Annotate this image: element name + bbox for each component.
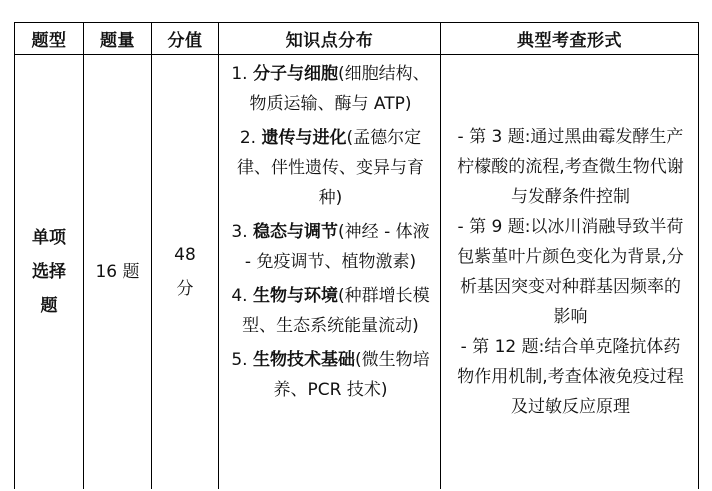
header-question-count: 题量 bbox=[84, 23, 152, 55]
knowledge-topic: 稳态与调节 bbox=[253, 222, 339, 242]
table-row bbox=[15, 55, 699, 490]
exam-form-item: - 第 12 题:结合单克隆抗体药物作用机制,考查体液免疫过程及过敏反应原理 bbox=[457, 337, 684, 417]
knowledge-item bbox=[227, 59, 434, 119]
knowledge-number: 2. bbox=[239, 128, 257, 148]
header-typical-exam-forms: 典型考查形式 bbox=[441, 23, 699, 55]
exam-form-item: - 第 9 题:以冰川消融导致半荷包紫堇叶片颜色变化为背景,分析基因突变对种群基因频率的影响 bbox=[457, 217, 684, 327]
question-type-line: 单项 bbox=[32, 228, 66, 248]
header-question-type: 题型 bbox=[15, 23, 84, 55]
knowledge-topic: 生物技术基础 bbox=[253, 350, 355, 370]
knowledge-item bbox=[227, 217, 434, 277]
knowledge-detail: (种群增长模型、生态系统能量流动) bbox=[242, 286, 430, 336]
knowledge-topic: 遗传与进化 bbox=[261, 128, 347, 148]
knowledge-number: 3. bbox=[231, 222, 248, 242]
knowledge-number: 1. bbox=[231, 64, 248, 84]
knowledge-detail: (神经 - 体液 - 免疫调节、植物激素) bbox=[244, 222, 430, 272]
exam-forms-cell bbox=[441, 55, 699, 490]
question-count-cell: 16 题 bbox=[84, 55, 152, 490]
knowledge-topic: 分子与细胞 bbox=[253, 64, 338, 84]
knowledge-item bbox=[227, 345, 434, 405]
score-value: 48 bbox=[174, 245, 196, 265]
knowledge-number: 5. bbox=[231, 350, 248, 370]
knowledge-item bbox=[227, 281, 434, 341]
knowledge-item bbox=[227, 123, 434, 213]
question-type-line: 选择 bbox=[32, 262, 66, 282]
knowledge-detail: (细胞结构、物质运输、酶与 ATP) bbox=[249, 64, 430, 114]
exam-form-item: - 第 3 题:通过黑曲霉发酵生产柠檬酸的流程,考查微生物代谢与发酵条件控制 bbox=[457, 127, 684, 207]
table-header-row bbox=[15, 23, 699, 55]
header-knowledge-distribution: 知识点分布 bbox=[219, 23, 441, 55]
knowledge-topic: 生物与环境 bbox=[253, 286, 338, 306]
score-cell bbox=[152, 55, 219, 490]
knowledge-cell bbox=[219, 55, 441, 490]
question-type-line: 题 bbox=[40, 296, 58, 316]
knowledge-detail: (微生物培养、PCR 技术) bbox=[273, 350, 430, 400]
exam-analysis-table bbox=[14, 22, 699, 489]
knowledge-number: 4. bbox=[231, 286, 248, 306]
score-unit: 分 bbox=[176, 279, 194, 299]
question-type-cell bbox=[15, 55, 84, 490]
knowledge-detail: (孟德尔定律、伴性遗传、变异与育种) bbox=[237, 128, 424, 208]
header-score: 分值 bbox=[152, 23, 219, 55]
